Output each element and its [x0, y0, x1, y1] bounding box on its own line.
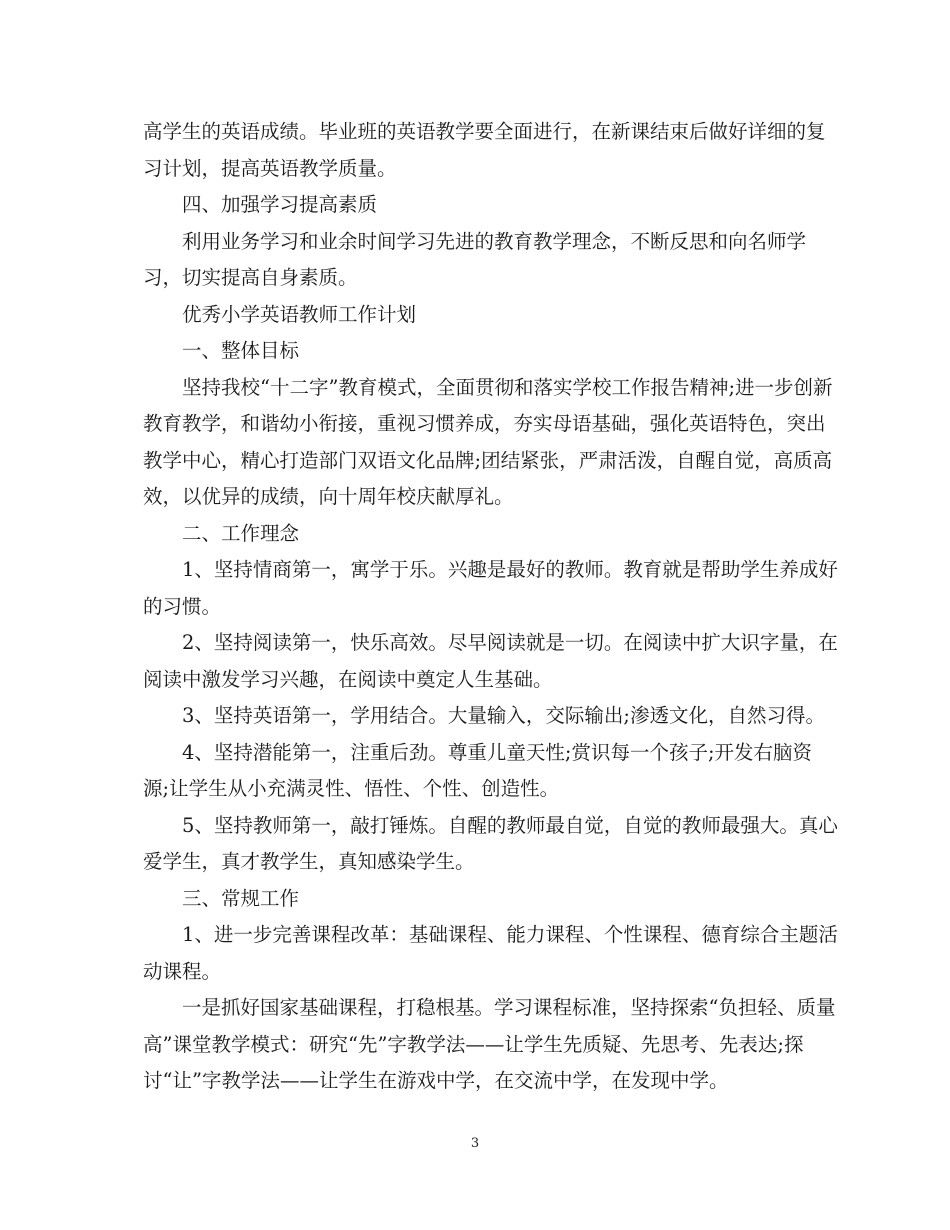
- text-line: 高”课堂教学模式：研究“先”字教学法——让学生先质疑、先思考、先表达;探: [143, 1032, 804, 1056]
- text-line: 5、坚持教师第一，敲打锤炼。自醒的教师最自觉，自觉的教师最强大。真心: [182, 813, 838, 837]
- text-line: 1、进一步完善课程改革：基础课程、能力课程、个性课程、德育综合主题活: [182, 923, 838, 946]
- page-number: 3: [470, 1136, 480, 1151]
- text-line: 4、坚持潜能第一，注重后劲。尊重儿童天性;赏识每一个孩子;开发右脑资: [182, 740, 813, 764]
- text-line: 习计划，提高英语教学质量。: [143, 156, 397, 180]
- text-line: 教育教学，和谐幼小衔接，重视习惯养成，夯实母语基础，强化英语特色，突出: [143, 412, 826, 435]
- text-line: 利用业务学习和业余时间学习先进的教育教学理念，不断反思和向名师学: [182, 229, 807, 253]
- document-body: [143, 114, 838, 1100]
- text-line: 讨“让”字教学法——让学生在游戏中学，在交流中学，在发现中学。: [143, 1069, 729, 1092]
- text-line: 教学中心，精心打造部门双语文化品牌;团结紧张，严肃活泼，自醒自觉，高质高: [143, 448, 833, 472]
- text-line: 坚持我校“十二字”教育模式，全面贯彻和落实学校工作报告精神;进一步创新: [182, 375, 833, 399]
- text-line: 爱学生，真才教学生，真知感染学生。: [143, 850, 475, 873]
- text-line: 高学生的英语成绩。毕业班的英语教学要全面进行，在新课结束后做好详细的复: [143, 120, 826, 143]
- text-line: 1、坚持情商第一，寓学于乐。兴趣是最好的教师。教育就是帮助学生养成好: [182, 558, 838, 581]
- text-line: 三、常规工作: [182, 886, 300, 910]
- text-line: 3、坚持英语第一，学用结合。大量输入，交际输出;渗透文化，自然习得。: [182, 704, 825, 727]
- text-line: 一、整体目标: [182, 339, 300, 362]
- text-line: 动课程。: [143, 959, 222, 983]
- text-line: 的习惯。: [143, 594, 222, 618]
- text-line: 优秀小学英语教师工作计划: [182, 302, 417, 326]
- text-line: 2、坚持阅读第一，快乐高效。尽早阅读就是一切。在阅读中扩大识字量，在: [182, 631, 838, 654]
- text-line: 习，切实提高自身素质。: [143, 266, 358, 289]
- text-line: 四、加强学习提高素质: [182, 193, 378, 216]
- text-line: 源;让学生从小充满灵性、悟性、个性、创造性。: [143, 777, 560, 800]
- text-line: 阅读中激发学习兴趣，在阅读中奠定人生基础。: [143, 667, 553, 691]
- text-line: 一是抓好国家基础课程，打稳根基。学习课程标准，坚持探索“负担轻、质量: [182, 996, 836, 1019]
- text-line: 效，以优异的成绩，向十周年校庆献厚礼。: [143, 485, 514, 508]
- text-line: 二、工作理念: [182, 521, 300, 545]
